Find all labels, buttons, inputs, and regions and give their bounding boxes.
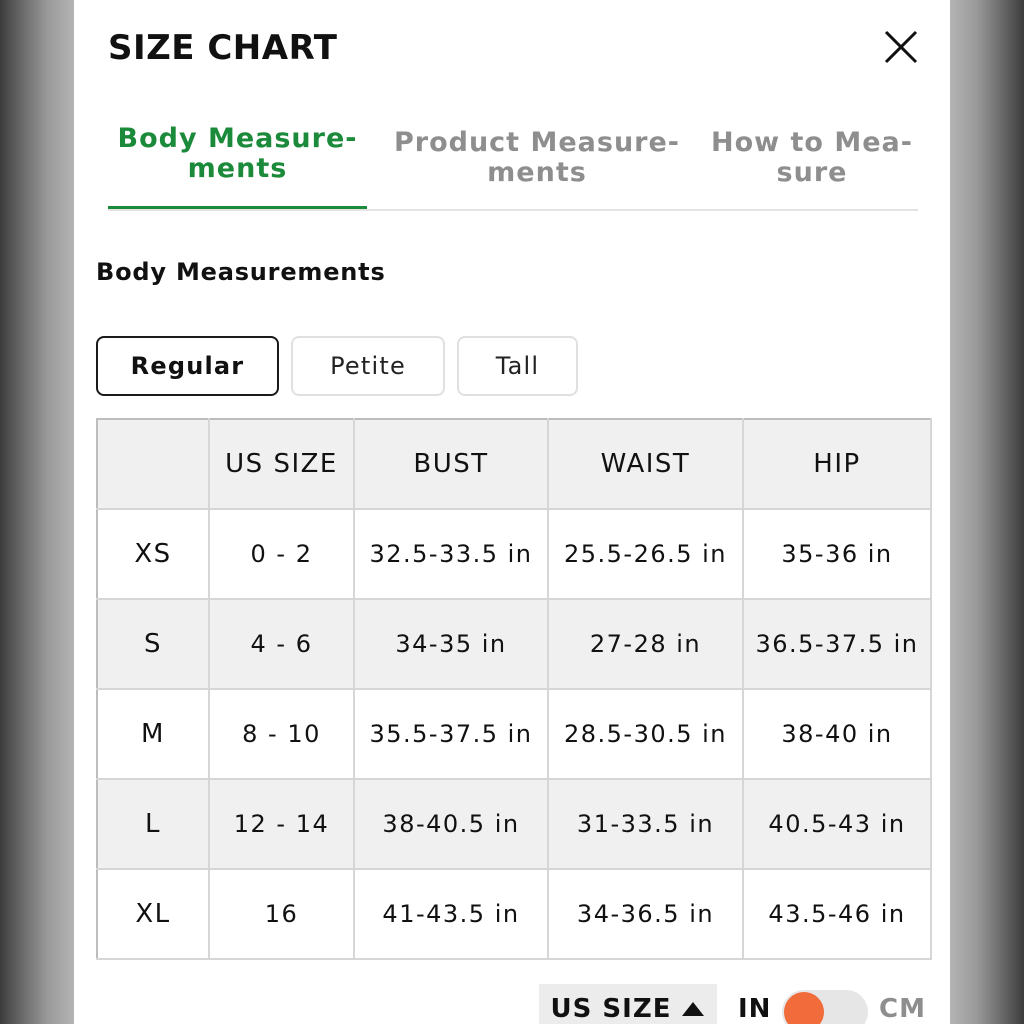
size-label-cell: XS (97, 509, 209, 599)
header-size-label (97, 419, 209, 509)
hip-cell: 40.5-43 in (743, 779, 931, 869)
us-size-cell: 4 - 6 (209, 599, 354, 689)
modal-title: SIZE CHART (108, 28, 338, 68)
size-label-cell: XL (97, 869, 209, 959)
waist-cell: 34-36.5 in (548, 869, 743, 959)
tab-body-measurements[interactable]: Body Measure- ments (117, 123, 358, 184)
hip-cell: 43.5-46 in (743, 869, 931, 959)
bust-cell: 34-35 in (354, 599, 548, 689)
table-row (97, 509, 931, 599)
header-us-size: US SIZE (209, 419, 354, 509)
unit-label-cm: CM (879, 994, 926, 1024)
fit-tall-button[interactable]: Tall (457, 336, 578, 396)
table-header-row (97, 419, 931, 509)
bust-cell: 38-40.5 in (354, 779, 548, 869)
tab-bar-divider (108, 209, 918, 211)
close-icon (882, 28, 920, 66)
background-left (0, 0, 74, 1024)
hip-cell: 35-36 in (743, 509, 931, 599)
table-row (97, 689, 931, 779)
table-row (97, 869, 931, 959)
unit-toggle[interactable] (782, 990, 868, 1024)
bust-cell: 32.5-33.5 in (354, 509, 548, 599)
active-tab-indicator (108, 206, 367, 209)
size-label-cell: S (97, 599, 209, 689)
size-chart-modal (74, 0, 950, 1024)
waist-cell: 28.5-30.5 in (548, 689, 743, 779)
background-right (950, 0, 1024, 1024)
size-system-label: US SIZE (550, 994, 672, 1024)
tab-product-measurements[interactable]: Product Measure- ments (393, 127, 681, 188)
section-heading: Body Measurements (96, 258, 386, 286)
us-size-cell: 16 (209, 869, 354, 959)
table-row (97, 779, 931, 869)
header-hip: HIP (743, 419, 931, 509)
close-button[interactable] (882, 28, 920, 66)
waist-cell: 25.5-26.5 in (548, 509, 743, 599)
us-size-cell: 0 - 2 (209, 509, 354, 599)
table-row (97, 599, 931, 689)
us-size-cell: 8 - 10 (209, 689, 354, 779)
fit-regular-button[interactable]: Regular (96, 336, 279, 396)
header-bust: BUST (354, 419, 548, 509)
unit-label-in: IN (738, 994, 772, 1024)
caret-up-icon (681, 1000, 705, 1018)
header-waist: WAIST (548, 419, 743, 509)
waist-cell: 31-33.5 in (548, 779, 743, 869)
us-size-cell: 12 - 14 (209, 779, 354, 869)
size-system-select[interactable] (539, 984, 717, 1024)
size-label-cell: L (97, 779, 209, 869)
waist-cell: 27-28 in (548, 599, 743, 689)
size-table (96, 418, 932, 960)
fit-petite-button[interactable]: Petite (291, 336, 445, 396)
tab-how-to-measure[interactable]: How to Mea- sure (711, 127, 913, 188)
hip-cell: 36.5-37.5 in (743, 599, 931, 689)
size-label-cell: M (97, 689, 209, 779)
toggle-knob (784, 992, 824, 1024)
bust-cell: 35.5-37.5 in (354, 689, 548, 779)
hip-cell: 38-40 in (743, 689, 931, 779)
bust-cell: 41-43.5 in (354, 869, 548, 959)
